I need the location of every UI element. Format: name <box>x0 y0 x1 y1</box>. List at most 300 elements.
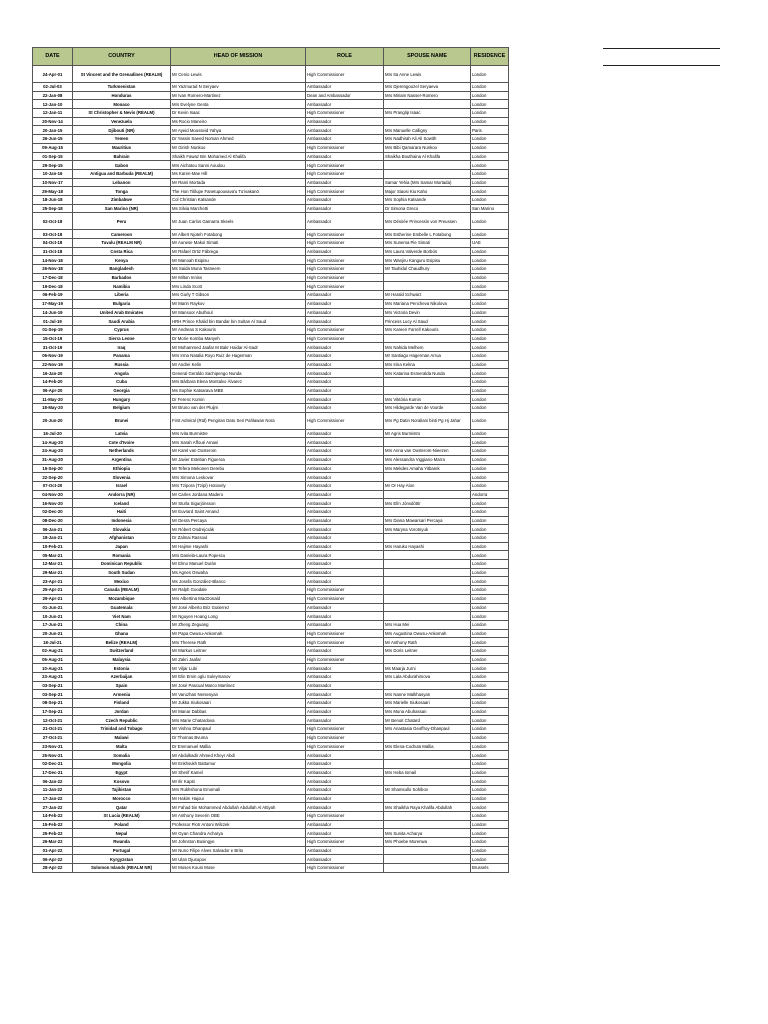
spouse-cell <box>384 473 471 482</box>
country-cell: Rwanda <box>73 838 171 847</box>
country-cell: St Christopher & Nevis (REALM) <box>73 109 171 118</box>
residence-cell: London <box>471 707 509 716</box>
country-cell: Iceland <box>73 499 171 508</box>
role-cell: Ambassador <box>306 473 384 482</box>
date-cell: 12-Jan-11 <box>33 109 73 118</box>
date-cell: 29-Sep-15 <box>33 161 73 170</box>
spouse-cell: Mrs Kareen Farrell Kakouris <box>384 325 471 334</box>
residence-cell: London <box>471 308 509 317</box>
table-row <box>33 404 509 413</box>
country-cell: Czech Republic <box>73 716 171 725</box>
residence-cell: San Marino <box>471 204 509 213</box>
table-row <box>33 291 509 300</box>
head-of-mission-cell: Ms Rocio Maneiro <box>171 117 306 126</box>
residence-cell: London <box>471 499 509 508</box>
table-row <box>33 838 509 847</box>
country-cell: Azerbaijan <box>73 673 171 682</box>
spouse-cell <box>384 282 471 291</box>
table-row <box>33 464 509 473</box>
head-of-mission-cell: Mrs Evelyne Genta <box>171 100 306 109</box>
residence-cell: London <box>471 213 509 230</box>
residence-cell: London <box>471 516 509 525</box>
date-cell: 04-Oct-18 <box>33 239 73 248</box>
head-of-mission-cell: Mrs Gurly T Gibson <box>171 291 306 300</box>
table-row <box>33 265 509 274</box>
table-row <box>33 429 509 438</box>
role-cell: Ambassador <box>306 455 384 464</box>
spouse-cell: Mrs Nadhirah Ali Ali Sowith <box>384 135 471 144</box>
spouse-cell: Mrs Wanjiru Kanguru Esipisu <box>384 256 471 265</box>
date-cell: 15-Sep-20 <box>33 464 73 473</box>
date-cell: 17-May-19 <box>33 299 73 308</box>
country-cell: Saudi Arabia <box>73 317 171 326</box>
table-row <box>33 829 509 838</box>
spouse-cell <box>384 655 471 664</box>
spouse-cell <box>384 794 471 803</box>
table-row <box>33 213 509 230</box>
head-of-mission-cell: Mr Euvrard Saint Amand <box>171 507 306 516</box>
head-of-mission-cell: Mr Andrei Kelin <box>171 360 306 369</box>
country-cell: Lebanon <box>73 178 171 187</box>
head-of-mission-cell: Mr Nuno Filipe Alves Salvador e Brito <box>171 846 306 855</box>
table-row <box>33 560 509 569</box>
head-of-mission-cell: Mr Andreas S Kakouris <box>171 325 306 334</box>
table-row <box>33 481 509 490</box>
country-cell: Belize (REALM) <box>73 638 171 647</box>
date-cell: 20-Jan-15 <box>33 126 73 135</box>
country-cell: Costa Rica <box>73 247 171 256</box>
role-cell: Ambassador <box>306 525 384 534</box>
role-cell: Ambassador <box>306 126 384 135</box>
table-row <box>33 247 509 256</box>
table-row <box>33 785 509 794</box>
country-cell: Mongolia <box>73 759 171 768</box>
head-of-mission-cell: Mr Desra Percaya <box>171 516 306 525</box>
head-of-mission-cell: Ms Karen-Mae Hill <box>171 169 306 178</box>
date-cell: 29-May-18 <box>33 187 73 196</box>
date-cell: 24-Aug-20 <box>33 447 73 456</box>
date-cell: 01-Jul-19 <box>33 317 73 326</box>
date-cell: 03-Sep-21 <box>33 681 73 690</box>
head-of-mission-cell: Ms Saida Muna Tasneem <box>171 265 306 274</box>
spouse-cell <box>384 812 471 821</box>
table-row <box>33 690 509 699</box>
role-cell: Ambassador <box>306 568 384 577</box>
residence-cell: Paris <box>471 126 509 135</box>
spouse-cell: Mrs Pg Datin Noraliani binti Pg Hj Jahar <box>384 412 471 429</box>
role-cell: High Commissioner <box>306 273 384 282</box>
table-row <box>33 100 509 109</box>
residence-cell: London <box>471 768 509 777</box>
spouse-cell: Mrs Diana Mawarsari Percaya <box>384 516 471 525</box>
head-of-mission-cell: Dr Kevin Isaac <box>171 109 306 118</box>
table-row <box>33 135 509 144</box>
role-cell: High Commissioner <box>306 256 384 265</box>
column-header: ROLE <box>306 48 384 66</box>
role-cell: Ambassador <box>306 620 384 629</box>
country-cell: Viet Nam <box>73 612 171 621</box>
head-of-mission-cell: Mr José Pascual Marco Martínez <box>171 681 306 690</box>
country-cell: Solomon Islands (REALM NR) <box>73 864 171 873</box>
head-of-mission-cell: Mr Róbert Ondrejcsák <box>171 525 306 534</box>
date-cell: 02-Oct-18 <box>33 213 73 230</box>
date-cell: 12-Mar-21 <box>33 560 73 569</box>
country-cell: Switzerland <box>73 646 171 655</box>
head-of-mission-cell: Mr Milton Inniss <box>171 273 306 282</box>
head-of-mission-cell: Mr Ulan Djusupov <box>171 855 306 864</box>
spouse-cell: Mrs Maryna Vorotnyuk <box>384 525 471 534</box>
date-cell: 14-Aug-20 <box>33 438 73 447</box>
head-of-mission-cell: Mr Markus Leitner <box>171 646 306 655</box>
date-cell: 20-Jun-20 <box>33 412 73 429</box>
table-row <box>33 317 509 326</box>
head-of-mission-cell: Mr Marin Raykov <box>171 299 306 308</box>
role-cell: High Commissioner <box>306 161 384 170</box>
date-cell: 01-Sep-19 <box>33 325 73 334</box>
table-row <box>33 742 509 751</box>
spouse-cell <box>384 846 471 855</box>
date-cell: 31-Oct-19 <box>33 343 73 352</box>
role-cell: High Commissioner <box>306 230 384 239</box>
head-of-mission-cell: Mrs Linda Scott <box>171 282 306 291</box>
role-cell: High Commissioner <box>306 143 384 152</box>
residence-cell: London <box>471 265 509 274</box>
head-of-mission-cell: Mr Rafael Ortiz Fábrega <box>171 247 306 256</box>
spouse-cell: Mrs Lala Abdurahimova <box>384 673 471 682</box>
table-row <box>33 438 509 447</box>
head-of-mission-cell: Mr Sherif Kamel <box>171 768 306 777</box>
spouse-cell <box>384 490 471 499</box>
spouse-cell: Mrs Mariana Pencheva Nikolova <box>384 299 471 308</box>
role-cell: High Commissioner <box>306 265 384 274</box>
role-cell: Ambassador <box>306 204 384 213</box>
residence-cell: London <box>471 117 509 126</box>
table-row <box>33 820 509 829</box>
spouse-cell <box>384 733 471 742</box>
spouse-cell: Mrs Djerengoozel Seryaeva <box>384 83 471 92</box>
residence-cell: London <box>471 820 509 829</box>
role-cell: Ambassador <box>306 481 384 490</box>
table-row <box>33 143 509 152</box>
table-row <box>33 725 509 734</box>
column-header: SPOUSE NAME <box>384 48 471 66</box>
table-row <box>33 447 509 456</box>
table-row <box>33 343 509 352</box>
country-cell: Malaysia <box>73 655 171 664</box>
role-cell: High Commissioner <box>306 594 384 603</box>
spouse-cell <box>384 334 471 343</box>
head-of-mission-cell: Mrs Ivita Burmistre <box>171 429 306 438</box>
table-row <box>33 499 509 508</box>
role-cell: High Commissioner <box>306 325 384 334</box>
table-row <box>33 525 509 534</box>
country-cell: Iraq <box>73 343 171 352</box>
role-cell: High Commissioner <box>306 169 384 178</box>
spouse-cell <box>384 612 471 621</box>
date-cell: 06-Apr-20 <box>33 386 73 395</box>
date-cell: 25-Sep-18 <box>33 204 73 213</box>
role-cell: Ambassador <box>306 516 384 525</box>
table-row <box>33 620 509 629</box>
country-cell: Namibia <box>73 282 171 291</box>
role-cell: Ambassador <box>306 690 384 699</box>
head-of-mission-cell: Mr Bruno van der Pluijm <box>171 404 306 413</box>
spouse-cell: Samar Yehia (Mrs Samar Mortada) <box>384 178 471 187</box>
country-cell: Estonia <box>73 664 171 673</box>
country-cell: Nepal <box>73 829 171 838</box>
residence-cell: London <box>471 664 509 673</box>
country-cell: Slovenia <box>73 473 171 482</box>
residence-cell: London <box>471 785 509 794</box>
table-row <box>33 455 509 464</box>
residence-cell: London <box>471 429 509 438</box>
spouse-cell: Shaikha Bouthaina Al Khalifa <box>384 152 471 161</box>
country-cell: Romania <box>73 551 171 560</box>
residence-cell: London <box>471 291 509 300</box>
head-of-mission-cell: Mr Enkhsukh Battumur <box>171 759 306 768</box>
spouse-cell <box>384 586 471 595</box>
date-cell: 18-Jan-21 <box>33 534 73 543</box>
role-cell: Ambassador <box>306 195 384 204</box>
role-cell: Ambassador <box>306 803 384 812</box>
date-cell: 05-Aug-21 <box>33 655 73 664</box>
table-row <box>33 751 509 760</box>
residence-cell: London <box>471 655 509 664</box>
spouse-cell: Mrs Sunita Acharya <box>384 829 471 838</box>
table-row <box>33 646 509 655</box>
date-cell: 02-Aug-21 <box>33 646 73 655</box>
spouse-cell: Mrs Laura Valverde Borbón <box>384 247 471 256</box>
spouse-cell <box>384 603 471 612</box>
country-cell: Cyprus <box>73 325 171 334</box>
residence-cell: London <box>471 360 509 369</box>
role-cell: Ambassador <box>306 707 384 716</box>
country-cell: Honduras <box>73 91 171 100</box>
role-cell: Ambassador <box>306 829 384 838</box>
residence-cell: London <box>471 829 509 838</box>
role-cell: High Commissioner <box>306 586 384 595</box>
residence-cell: London <box>471 187 509 196</box>
table-row <box>33 855 509 864</box>
residence-cell: London <box>471 100 509 109</box>
spouse-cell: Mrs Elín Jónsdóttir <box>384 499 471 508</box>
empty-line-bottom <box>603 65 720 66</box>
role-cell: Ambassador <box>306 395 384 404</box>
table-row <box>33 733 509 742</box>
spouse-cell <box>384 820 471 829</box>
table-row <box>33 664 509 673</box>
role-cell: Ambassador <box>306 83 384 92</box>
country-cell: Venezuela <box>73 117 171 126</box>
date-cell: 25-Nov-21 <box>33 751 73 760</box>
date-cell: 10-Nov-17 <box>33 178 73 187</box>
head-of-mission-cell: Mr Sturla Sigurjónsson <box>171 499 306 508</box>
spouse-cell: Princess Lucy Al Saud <box>384 317 471 326</box>
head-of-mission-cell: Dr Thomas Bvuma <box>171 733 306 742</box>
country-cell: Morocco <box>73 794 171 803</box>
head-of-mission-cell: Mr Hajime Hayashi <box>171 542 306 551</box>
head-of-mission-cell: Mr Juan Carlos Gamarra Skeels <box>171 213 306 230</box>
table-row <box>33 178 509 187</box>
residence-cell: London <box>471 577 509 586</box>
role-cell: Ambassador <box>306 343 384 352</box>
date-cell: 31-Oct-18 <box>33 247 73 256</box>
country-cell: Antigua and Barbuda (REALM) <box>73 169 171 178</box>
spouse-cell <box>384 681 471 690</box>
date-cell: 08-Sep-21 <box>33 699 73 708</box>
country-cell: Ghana <box>73 629 171 638</box>
country-cell: Hungary <box>73 395 171 404</box>
table-row <box>33 230 509 239</box>
role-cell: Ambassador <box>306 777 384 786</box>
spouse-cell <box>384 568 471 577</box>
spouse-cell: Major Siaosi Kiu Kaho <box>384 187 471 196</box>
head-of-mission-cell: Mrs Therese Rath <box>171 638 306 647</box>
residence-cell: London <box>471 838 509 847</box>
date-cell: 10-Feb-21 <box>33 542 73 551</box>
spouse-cell: Mrs Haruko Hayashi <box>384 542 471 551</box>
table-body <box>33 66 509 873</box>
table-row <box>33 239 509 248</box>
head-of-mission-cell: Mr Varuzhan Nersesyan <box>171 690 306 699</box>
country-cell: Liberia <box>73 291 171 300</box>
role-cell: Ambassador <box>306 351 384 360</box>
country-cell: Mauritius <box>73 143 171 152</box>
role-cell: High Commissioner <box>306 725 384 734</box>
residence-cell: London <box>471 846 509 855</box>
spouse-cell: Mrs Manuelle Calligny <box>384 126 471 135</box>
date-cell: 01-Apr-22 <box>33 846 73 855</box>
country-cell: Georgia <box>73 386 171 395</box>
spouse-cell <box>384 560 471 569</box>
residence-cell: London <box>471 299 509 308</box>
country-cell: Egypt <box>73 768 171 777</box>
head-of-mission-cell: Mr Albert Njoteh Fotabong <box>171 230 306 239</box>
spouse-cell <box>384 777 471 786</box>
residence-cell: London <box>471 612 509 621</box>
date-cell: 16-Nov-20 <box>33 499 73 508</box>
residence-cell: London <box>471 66 509 83</box>
country-cell: Slovakia <box>73 525 171 534</box>
table-row <box>33 360 509 369</box>
head-of-mission-cell: Professor Piotr Antoni Wilczek <box>171 820 306 829</box>
role-cell: Ambassador <box>306 404 384 413</box>
column-header: HEAD OF MISSION <box>171 48 306 66</box>
residence-cell: London <box>471 91 509 100</box>
date-cell: 17-Dec-18 <box>33 273 73 282</box>
spouse-cell <box>384 594 471 603</box>
country-cell: Andorra (NR) <box>73 490 171 499</box>
residence-cell: London <box>471 273 509 282</box>
date-cell: 08-Dec-20 <box>33 516 73 525</box>
table-row <box>33 325 509 334</box>
spouse-cell: Mrs Anna van Oosterom-Nieezen <box>384 447 471 456</box>
role-cell: Ambassador <box>306 612 384 621</box>
residence-cell: London <box>471 690 509 699</box>
table-row <box>33 378 509 387</box>
spouse-cell <box>384 386 471 395</box>
date-cell: 01-Sep-15 <box>33 152 73 161</box>
residence-cell: London <box>471 178 509 187</box>
date-cell: 23-Aug-21 <box>33 673 73 682</box>
country-cell: St Lucia (REALM) <box>73 812 171 821</box>
table-row <box>33 594 509 603</box>
role-cell: High Commissioner <box>306 334 384 343</box>
head-of-mission-cell: Mrs Tzipora (Tzipi) Hotovely <box>171 481 306 490</box>
date-cell: 17-Sep-21 <box>33 707 73 716</box>
spouse-cell: Mr Shamsullo Sohibov <box>384 785 471 794</box>
residence-cell: London <box>471 777 509 786</box>
country-cell: United Arab Emirates <box>73 308 171 317</box>
residence-cell: London <box>471 481 509 490</box>
residence-cell: London <box>471 169 509 178</box>
spouse-cell <box>384 855 471 864</box>
country-cell: South Sudan <box>73 568 171 577</box>
spouse-cell: Mrs Augustina Owusu-Ankomah <box>384 629 471 638</box>
head-of-mission-cell: Mr Viljar Lubi <box>171 664 306 673</box>
role-cell: Ambassador <box>306 820 384 829</box>
table-row <box>33 794 509 803</box>
table-row <box>33 638 509 647</box>
role-cell: Ambassador <box>306 213 384 230</box>
residence-cell: Andorra <box>471 490 509 499</box>
country-cell: Guatemala <box>73 603 171 612</box>
table-row <box>33 542 509 551</box>
date-cell: 05-Mar-21 <box>33 551 73 560</box>
spouse-cell: Mrs Sophia Katsande <box>384 195 471 204</box>
table-row <box>33 777 509 786</box>
date-cell: 02-Jul-03 <box>33 83 73 92</box>
country-cell: Somalia <box>73 751 171 760</box>
country-cell: Tajikistan <box>73 785 171 794</box>
spouse-cell: Mrs Bibi Qamarara Nunkoo <box>384 143 471 152</box>
role-cell: High Commissioner <box>306 838 384 847</box>
role-cell: Ambassador <box>306 759 384 768</box>
country-cell: Poland <box>73 820 171 829</box>
role-cell: Ambassador <box>306 152 384 161</box>
spouse-cell: Mr Anthony Rath <box>384 638 471 647</box>
residence-cell: London <box>471 759 509 768</box>
role-cell: High Commissioner <box>306 655 384 664</box>
residence-cell: London <box>471 369 509 378</box>
date-cell: 06-Nov-19 <box>33 351 73 360</box>
role-cell: Ambassador <box>306 386 384 395</box>
date-cell: 26-Jun-15 <box>33 135 73 144</box>
spouse-cell: Mrs Nanne Malkhasyan <box>384 690 471 699</box>
role-cell: Ambassador <box>306 681 384 690</box>
table-row <box>33 412 509 429</box>
residence-cell: London <box>471 507 509 516</box>
date-cell: 29-Apr-21 <box>33 594 73 603</box>
country-cell: Mozambique <box>73 594 171 603</box>
head-of-mission-cell: Mrs Aichatou Sanni Aoudou <box>171 161 306 170</box>
date-cell: 18-Jul-21 <box>33 638 73 647</box>
spouse-cell <box>384 117 471 126</box>
head-of-mission-cell: Mrs Irma Natalia Royo Ruiz de Hagerman <box>171 351 306 360</box>
role-cell: Ambassador <box>306 794 384 803</box>
country-cell: Spain <box>73 681 171 690</box>
table-row <box>33 681 509 690</box>
role-cell: Ambassador <box>306 369 384 378</box>
date-cell: 22-Jan-08 <box>33 91 73 100</box>
head-of-mission-cell: Mr Nguyen Hoang Long <box>171 612 306 621</box>
date-cell: 18-Jun-18 <box>33 195 73 204</box>
country-cell: Ethiopia <box>73 464 171 473</box>
date-cell: 11-May-20 <box>33 395 73 404</box>
head-of-mission-cell: Mr Hakim Hajoui <box>171 794 306 803</box>
role-cell: High Commissioner <box>306 239 384 248</box>
date-cell: 03-Sep-21 <box>33 690 73 699</box>
